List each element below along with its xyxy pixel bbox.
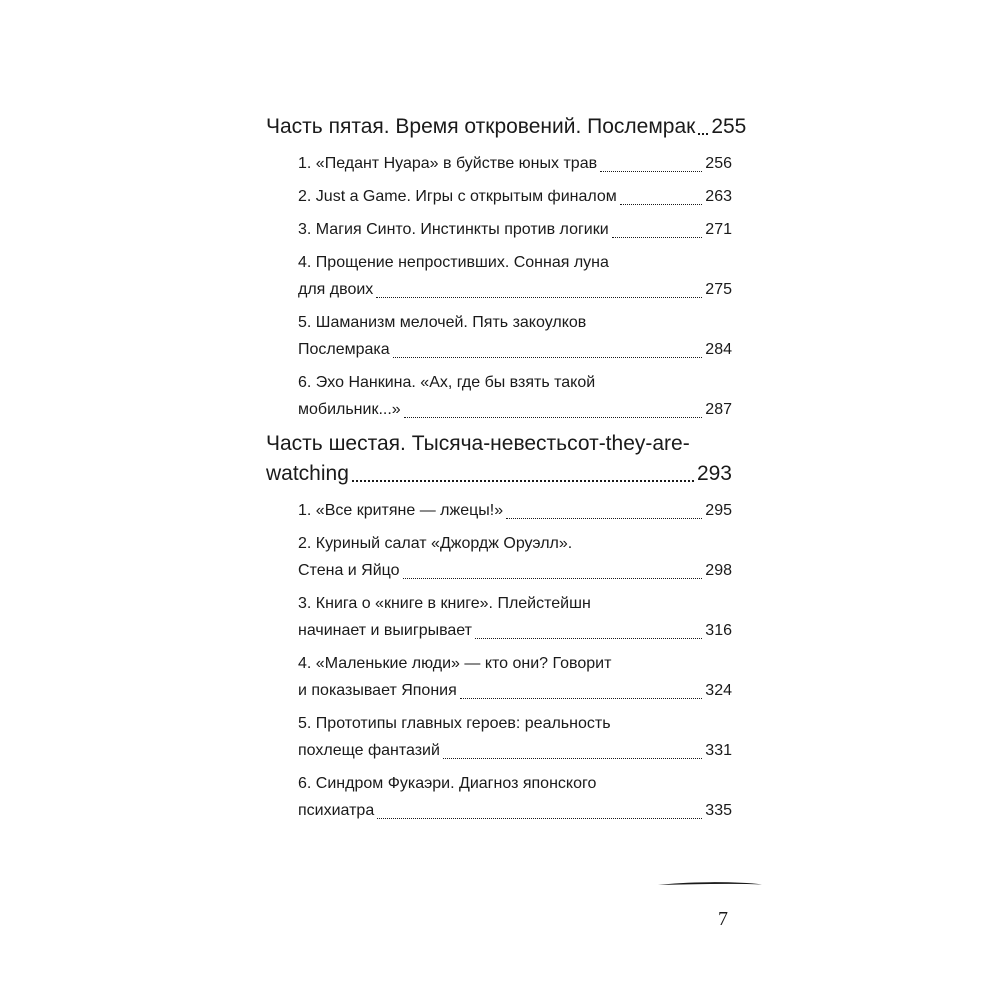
toc-title: похлеще фантазий — [298, 742, 440, 759]
toc-sub-entry — [266, 770, 732, 824]
toc-page: 284 — [705, 341, 732, 358]
toc-title-line: 6. Эхо Нанкина. «Ах, где бы взять такой — [298, 374, 596, 391]
toc-leader-dots — [460, 698, 703, 699]
toc-leader-dots — [403, 578, 703, 579]
toc-sub-entry — [266, 150, 732, 177]
toc-page: 263 — [705, 188, 732, 205]
toc-page: 298 — [705, 562, 732, 579]
toc-title: психиатра — [298, 802, 375, 819]
toc-title-line: 4. Прощение непростивших. Сонная луна — [298, 254, 609, 271]
toc-sub-entry — [266, 216, 732, 243]
toc-title-line: 6. Синдром Фукаэри. Диагноз японского — [298, 775, 597, 792]
toc-leader-dots — [600, 171, 702, 172]
toc-title: 1. «Все критяне — лжецы!» — [298, 502, 504, 519]
toc-leader-dots — [620, 204, 702, 205]
toc-title: 1. «Педант Нуара» в буйстве юных трав — [298, 155, 598, 172]
toc-leader-dots — [404, 417, 703, 418]
toc-title: и показывает Япония — [298, 682, 457, 699]
toc-part-entry — [266, 429, 732, 489]
toc-title: начинает и выигрывает — [298, 622, 472, 639]
toc-page: 316 — [705, 622, 732, 639]
toc-sub-entry — [266, 650, 732, 704]
page-number: 7 — [718, 908, 728, 930]
toc-page: 335 — [705, 802, 732, 819]
toc-page: 271 — [705, 221, 732, 238]
toc-sub-entry — [266, 497, 732, 524]
toc-title-line: 3. Книга о «книге в книге». Плейстейшн — [298, 595, 591, 612]
toc-leader-dots — [443, 758, 702, 759]
toc-page: 275 — [705, 281, 732, 298]
toc-sub-entry — [266, 590, 732, 644]
toc-leader-dots — [352, 480, 694, 482]
toc-title: 3. Магия Синто. Инстинкты против логики — [298, 221, 609, 238]
toc-sub-entry — [266, 309, 732, 363]
toc-leader-dots — [376, 297, 702, 298]
toc-page: 293 — [696, 462, 732, 485]
toc-leader-dots — [475, 638, 702, 639]
toc-title: мобильник...» — [298, 401, 401, 418]
toc-title-line: 2. Куриный салат «Джордж Оруэлл». — [298, 535, 573, 552]
toc-page: 331 — [705, 742, 732, 759]
toc-title: Послемрака — [298, 341, 390, 358]
brush-stroke-ornament — [658, 881, 762, 887]
toc-page: 256 — [705, 155, 732, 172]
toc-leader-dots — [506, 518, 702, 519]
toc-sub-entry — [266, 710, 732, 764]
toc-sub-entry — [266, 369, 732, 423]
toc-title: для двоих — [298, 281, 374, 298]
toc-title: Часть пятая. Время откровений. Послемрак — [266, 115, 696, 138]
toc-leader-dots — [393, 357, 703, 358]
toc-part-entry — [266, 112, 747, 142]
toc-title-line: 4. «Маленькие люди» — кто они? Говорит — [298, 655, 612, 672]
toc-title-line: 5. Шаманизм мелочей. Пять закоулков — [298, 314, 587, 331]
toc-leader-dots — [377, 818, 702, 819]
toc-leader-dots — [612, 237, 703, 238]
toc-sub-entry — [266, 530, 732, 584]
toc-page: 287 — [705, 401, 732, 418]
toc-leader-dots — [698, 133, 708, 135]
toc-page: 324 — [705, 682, 732, 699]
toc-page: 295 — [705, 502, 732, 519]
toc-page: 255 — [711, 115, 747, 138]
toc-title-line: 5. Прототипы главных героев: реальность — [298, 715, 611, 732]
toc-title: Стена и Яйцо — [298, 562, 400, 579]
toc-title: watching — [266, 462, 349, 485]
toc-title: 2. Just a Game. Игры с открытым финалом — [298, 188, 617, 205]
table-of-contents — [266, 112, 747, 830]
toc-sub-entry — [266, 249, 732, 303]
toc-sub-entry — [266, 183, 732, 210]
toc-title-line: Часть шестая. Тысяча-невестьсот-they-are- — [266, 432, 690, 455]
